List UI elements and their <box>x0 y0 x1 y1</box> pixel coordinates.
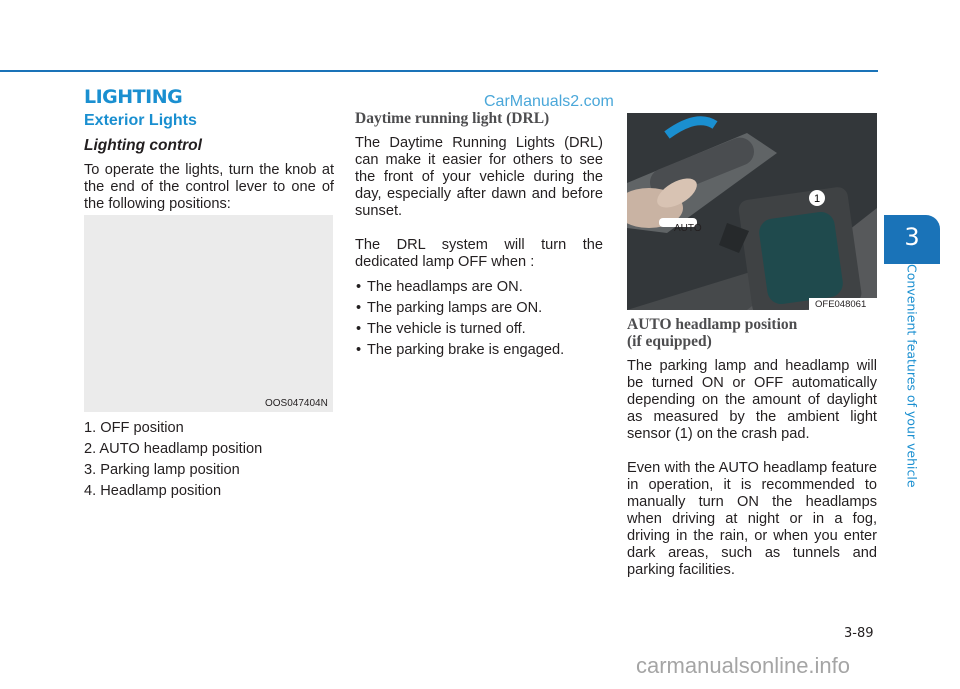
auto-headlamp-photo <box>627 113 877 310</box>
image-code-1: OOS047404N <box>265 398 328 409</box>
heading-line-1: AUTO headlamp position <box>627 316 798 333</box>
photo-illustration <box>627 113 877 310</box>
section-title: LIGHTING <box>84 86 183 108</box>
list-item: • The vehicle is turned off. <box>355 319 603 340</box>
callout-1-label: 1 <box>813 193 821 205</box>
drl-paragraph-1: The Daytime Running Lights (DRL) can make it easier for others to see the front of your vehicle during the day, especially after dawn and before sunset. <box>355 135 603 219</box>
watermark-bottom: carmanualsonline.info <box>636 653 851 678</box>
list-item: 4. Headlamp position <box>84 483 222 499</box>
list-item: • The parking brake is engaged. <box>355 340 603 361</box>
heading-auto-headlamp <box>627 316 877 350</box>
list-item: 1. OFF position <box>84 420 184 436</box>
image-code-2: OFE048061 <box>815 299 867 310</box>
positions-list <box>84 418 334 502</box>
auto-paragraph-1: The parking lamp and headlamp will be turned ON or OFF automatically depending on the amount of daylight as measured by the ambient light sensor (1) on the crash pad. <box>627 358 877 442</box>
list-item: • The headlamps are ON. <box>355 277 603 298</box>
chapter-title: Convenient features of your vehicle <box>904 264 920 488</box>
auto-label: AUTO <box>674 223 702 234</box>
page-number: 3-89 <box>844 626 874 641</box>
chapter-number: 3 <box>904 223 920 251</box>
header-rule <box>0 70 878 72</box>
watermark-top: CarManuals2.com <box>484 93 614 110</box>
heading-line-2: (if equipped) <box>627 333 712 350</box>
column-exterior-lights <box>84 110 334 213</box>
list-item: 3. Parking lamp position <box>84 462 240 478</box>
list-item: 2. AUTO headlamp position <box>84 441 263 457</box>
column-auto-headlamp <box>627 316 877 579</box>
heading-drl: Daytime running light (DRL) <box>355 110 550 127</box>
heading-lighting-control: Lighting control <box>84 137 202 154</box>
auto-paragraph-2: Even with the AUTO headlamp feature in operation, it is recommended to manually turn ON the headlamps when driving at night or in a fog, driving in the rain, or when you enter dark areas, such as tunnels and parking facilities. <box>627 460 877 578</box>
lighting-control-image <box>84 215 333 412</box>
drl-bullet-list <box>355 277 603 361</box>
chapter-title-vertical <box>903 264 921 494</box>
chapter-tab <box>884 215 940 264</box>
list-item: • The parking lamps are ON. <box>355 298 603 319</box>
intro-paragraph: To operate the lights, turn the knob at the end of the control lever to one of the following positions: <box>84 162 334 212</box>
heading-exterior-lights: Exterior Lights <box>84 112 197 129</box>
drl-paragraph-2: The DRL system will turn the dedicated lamp OFF when : <box>355 237 603 270</box>
column-drl <box>355 110 603 361</box>
